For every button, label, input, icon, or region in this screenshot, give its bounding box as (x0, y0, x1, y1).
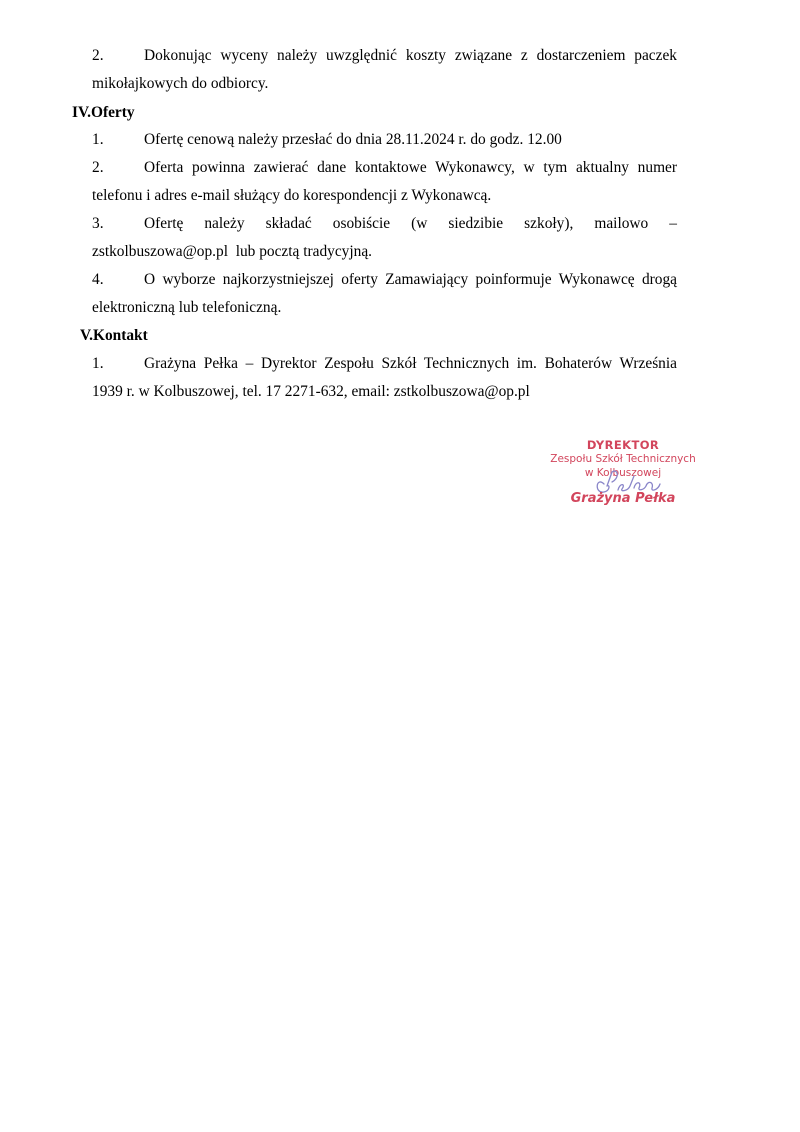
item-number: 2. (92, 47, 104, 64)
stamp-title: DYREKTOR (586, 438, 660, 452)
list-item (92, 154, 677, 210)
item-text-lead: Oferta powinna zawierać dane kontaktowe Wykonawcy, w tym aktualny numer (144, 159, 677, 176)
item-text-rest: Września 1939 r. w Kolbuszowej, tel. 17 2271-632, email: zstkolbuszowa@op.pl (92, 355, 677, 400)
item-text-rest: mikołajkowych do odbiorcy. (92, 75, 269, 92)
item-text-lead: Grażyna Pełka – Dyrektor Zespołu Szkół Technicznych im. Bohaterów (144, 355, 613, 372)
item-text-rest: telefonu i adres e-mail służący do korespondencji z Wykonawcą. (92, 187, 492, 204)
item-number: 1. (92, 355, 104, 372)
item-number: 4. (92, 271, 104, 288)
item-number: 3. (92, 215, 104, 232)
list-item (92, 266, 677, 322)
item-number: 2. (92, 159, 104, 176)
item-text-rest: elektroniczną lub telefoniczną. (92, 299, 282, 316)
item-text-lead: Ofertę należy składać osobiście (w siedzibie szkoły), mailowo – (144, 215, 677, 232)
item-text-lead: Ofertę cenową należy przesłać do dnia 28.11.2024 r. do godz. 12.00 (144, 131, 562, 148)
list-item (92, 210, 677, 266)
list-item (92, 126, 677, 154)
list-item (92, 42, 677, 98)
item-text-lead: Dokonując wyceny należy uwzględnić koszty związane z dostarczeniem paczek (144, 47, 677, 64)
stamp-institution: Zespołu Szkół Technicznych (550, 453, 696, 465)
section-heading-kontakt: V.Kontakt (80, 327, 148, 344)
item-number: 1. (92, 131, 104, 148)
stamp-location: w Kolbuszowej (584, 467, 662, 479)
item-text-lead: O wyborze najkorzystniejszej oferty Zamawiający poinformuje Wykonawcę drogą (144, 271, 677, 288)
director-stamp (540, 434, 706, 514)
item-text-rest: zstkolbuszowa@op.pl lub pocztą tradycyjną. (92, 243, 373, 260)
stamp-name: Grażyna Pełka (570, 491, 676, 506)
list-item (92, 350, 677, 406)
section-heading-oferty: IV.Oferty (72, 104, 135, 121)
